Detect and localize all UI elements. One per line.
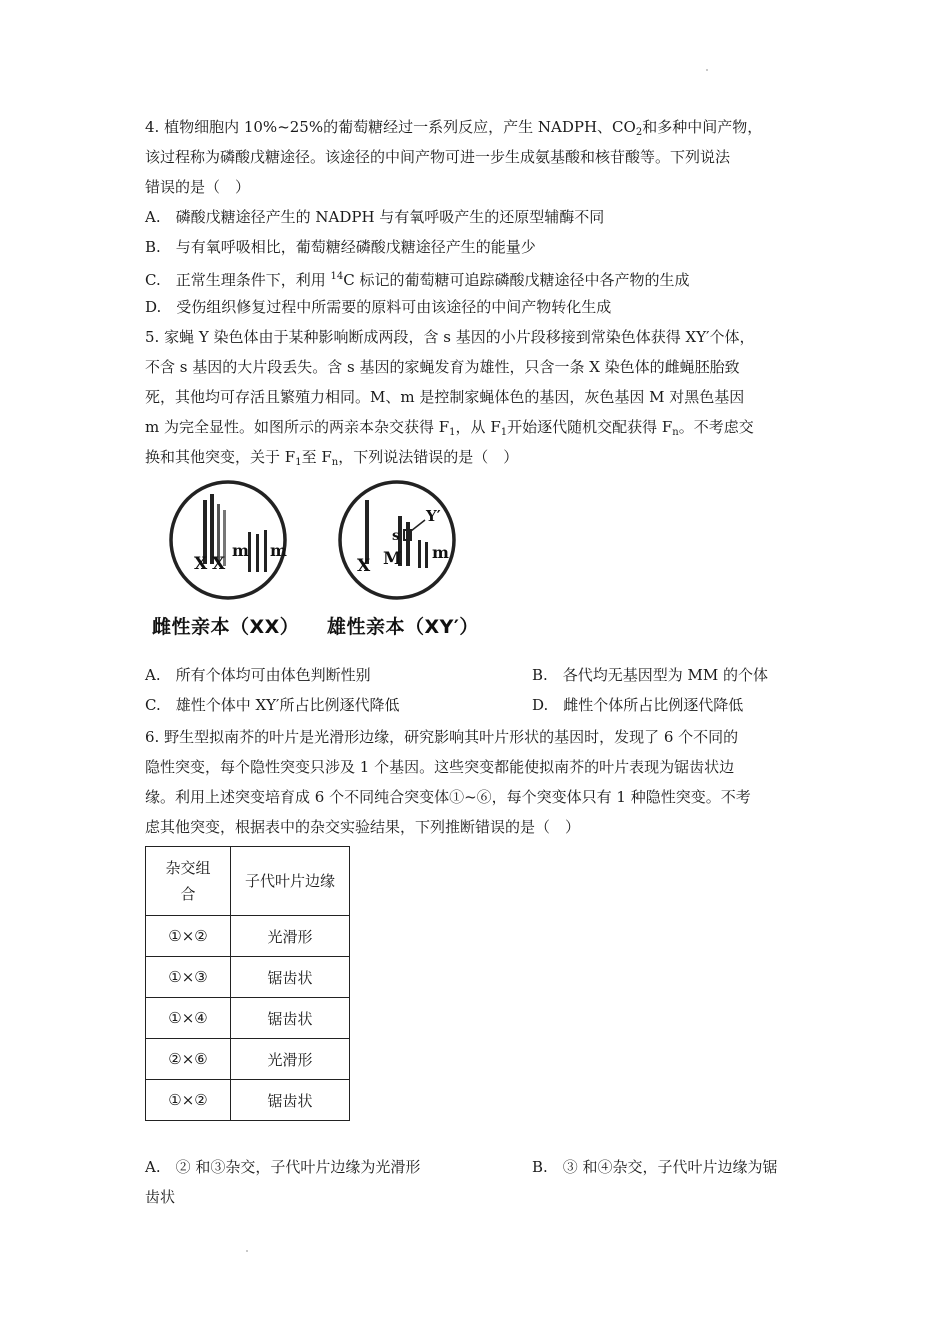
q6-option-b-continuation: 齿状 bbox=[145, 1188, 176, 1206]
q5-option-d: D. 雌性个体所占比例逐代降低 bbox=[532, 696, 744, 714]
table-header-row bbox=[146, 847, 350, 916]
female-label-m2: m bbox=[270, 541, 287, 560]
table-cell-cross: ①×④ bbox=[146, 998, 231, 1039]
table-cell-result: 光滑形 bbox=[231, 1039, 350, 1080]
q6-option-b: B. ③ 和④杂交，子代叶片边缘为锯 bbox=[532, 1158, 778, 1176]
male-autosome-2-sister bbox=[425, 542, 428, 568]
table-row bbox=[146, 916, 350, 957]
table-cell-cross: ①×② bbox=[146, 1080, 231, 1121]
q5-stem-line-1: 5. 家蝇 Y 染色体由于某种影响断成两段，含 s 基因的小片段移接到常染色体获得 XY′个体， bbox=[145, 328, 755, 346]
q4-option-a: A. 磷酸戊糖途径产生的 NADPH 与有氧呼吸产生的还原型辅酶不同 bbox=[145, 208, 605, 226]
q6-stem-line-1: 6. 野生型拟南芥的叶片是光滑形边缘，研究影响其叶片形状的基因时，发现了 6 个不同的 bbox=[145, 728, 739, 746]
female-cell-membrane bbox=[171, 482, 285, 598]
q6-option-a: A. ② 和③杂交，子代叶片边缘为光滑形 bbox=[145, 1158, 421, 1176]
male-label-y-prime: Y′ bbox=[426, 507, 441, 525]
table-cell-result: 锯齿状 bbox=[231, 1080, 350, 1121]
q5-option-b: B. 各代均无基因型为 MM 的个体 bbox=[532, 666, 769, 684]
q6-stem-line-3: 缘。利用上述突变培育成 6 个不同纯合突变体①~⑥，每个突变体只有 1 种隐性突变。不考 bbox=[145, 788, 751, 806]
table-cell-cross: ②×⑥ bbox=[146, 1039, 231, 1080]
male-cell bbox=[340, 482, 454, 598]
table-cell-result: 锯齿状 bbox=[231, 957, 350, 998]
q5-stem-line-3: 死，其他均可存活且繁殖力相同。M、m 是控制家蝇体色的基因，灰色基因 M 对黑色基因 bbox=[145, 388, 745, 406]
female-cell bbox=[171, 482, 287, 598]
q6-stem-line-4: 虑其他突变，根据表中的杂交实验结果，下列推断错误的是（ ） bbox=[145, 818, 581, 836]
q4-option-b: B. 与有氧呼吸相比，葡萄糖经磷酸戊糖途径产生的能量少 bbox=[145, 238, 536, 256]
q6-stem-line-2: 隐性突变，每个隐性突变只涉及 1 个基因。这些突变都能使拟南芥的叶片表现为锯齿状边 bbox=[145, 758, 735, 776]
male-parent-caption: 雄性亲本（XY′） bbox=[327, 616, 479, 638]
table-cell-cross: ①×③ bbox=[146, 957, 231, 998]
female-parent-caption: 雌性亲本（XX） bbox=[152, 616, 300, 638]
male-label-s: s bbox=[392, 528, 400, 544]
q5-option-a: A. 所有个体均可由体色判断性别 bbox=[145, 666, 371, 684]
table-row bbox=[146, 1080, 350, 1121]
q4-stem-line-3: 错误的是（ ） bbox=[145, 178, 251, 196]
table-cell-result: 锯齿状 bbox=[231, 998, 350, 1039]
table-header-result: 子代叶片边缘 bbox=[231, 847, 350, 916]
cross-results-table bbox=[145, 846, 350, 1121]
female-label-m1: m bbox=[232, 541, 249, 560]
male-label-m: m bbox=[432, 543, 449, 562]
q4-stem-line-1: 4. 植物细胞内 10%~25%的葡萄糖经过一系列反应，产生 NADPH、$CO_2$和多种中间产物， bbox=[145, 118, 763, 138]
female-label-x2: X bbox=[212, 554, 226, 574]
female-label-x1: X bbox=[194, 554, 208, 574]
table-cell-result: 光滑形 bbox=[231, 916, 350, 957]
male-y-prime-pointer bbox=[411, 520, 425, 531]
scan-speck bbox=[706, 69, 708, 71]
male-label-x: X bbox=[357, 556, 371, 576]
female-autosome-1-sister bbox=[256, 534, 259, 572]
male-x-chromosome bbox=[365, 500, 369, 564]
q4-option-d: D. 受伤组织修复过程中所需要的原料可由该途径的中间产物转化生成 bbox=[145, 298, 612, 316]
table-cell-cross: ①×② bbox=[146, 916, 231, 957]
q4-option-c: C. 正常生理条件下，利用 $^{14}$C 标记的葡萄糖可追踪磷酸戊糖途径中各产物的生成 bbox=[145, 271, 690, 289]
q5-stem-line-2: 不含 s 基因的大片段丢失。含 s 基因的家蝇发育为雄性，只含一条 X 染色体的雌蝇胚胎致 bbox=[145, 358, 740, 376]
q5-stem-line-4: m 为完全显性。如图所示的两亲本杂交获得 $F_1$，从 $F_1$开始逐代随机交配获得 $F_n$。不考虑交 bbox=[145, 418, 754, 438]
male-autosome-1-sister bbox=[406, 522, 410, 566]
table-row bbox=[146, 957, 350, 998]
q5-option-c: C. 雄性个体中 XY′所占比例逐代降低 bbox=[145, 696, 400, 714]
female-autosome-2 bbox=[264, 530, 267, 572]
scan-speck bbox=[246, 1250, 248, 1252]
chromosome-diagram bbox=[160, 478, 490, 608]
q4-stem-line-2: 该过程称为磷酸戊糖途径。该途径的中间产物可进一步生成氨基酸和核苷酸等。下列说法 bbox=[145, 148, 731, 166]
q5-stem-line-5: 换和其他突变，关于 $F_1$至 $F_n$，下列说法错误的是（ ） bbox=[145, 448, 519, 468]
table-row bbox=[146, 1039, 350, 1080]
table-header-cross: 杂交组 合 bbox=[146, 847, 231, 916]
male-label-M: M bbox=[383, 549, 402, 569]
table-row bbox=[146, 998, 350, 1039]
male-autosome-2 bbox=[418, 540, 421, 568]
